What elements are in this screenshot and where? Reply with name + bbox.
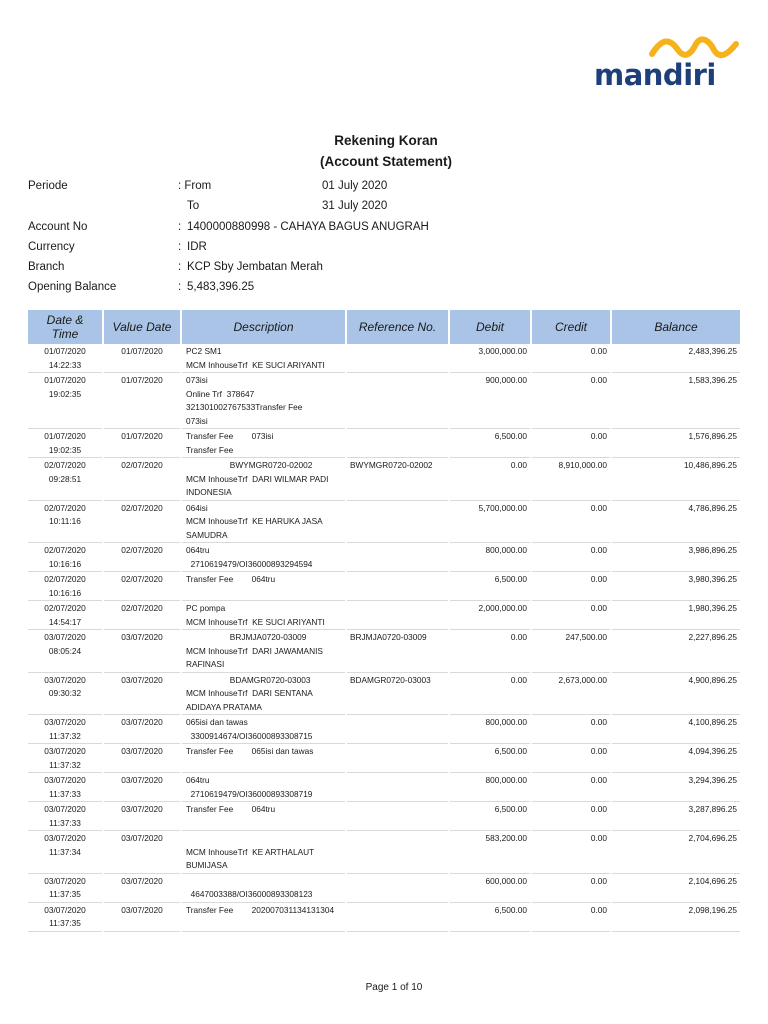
statement-subtitle: (Account Statement) (319, 154, 452, 169)
cell-reference (347, 904, 448, 932)
cell-credit: 0.00 (532, 345, 610, 373)
cell-credit: 247,500.00 (532, 631, 610, 673)
cell-credit: 0.00 (532, 875, 610, 903)
table-row (28, 573, 740, 601)
cell-date-time: 03/07/2020 11:37:33 (28, 803, 102, 831)
cell-value-date: 03/07/2020 (104, 745, 180, 773)
cell-credit: 0.00 (532, 904, 610, 932)
currency-separator: : (178, 241, 182, 253)
currency-value: IDR (187, 241, 207, 253)
cell-credit: 0.00 (532, 832, 610, 874)
cell-date-time: 03/07/2020 11:37:35 (28, 904, 102, 932)
col-header-debit: Debit (450, 310, 530, 344)
cell-debit: 900,000.00 (450, 374, 530, 429)
cell-date-time: 03/07/2020 08:05:24 (28, 631, 102, 673)
cell-value-date: 01/07/2020 (104, 374, 180, 429)
cell-debit: 6,500.00 (450, 904, 530, 932)
cell-description: Transfer Fee 065isi dan tawas (182, 745, 345, 773)
cell-credit: 0.00 (532, 602, 610, 630)
cell-credit: 0.00 (532, 745, 610, 773)
statement-table (26, 309, 742, 933)
cell-balance: 2,483,396.25 (612, 345, 740, 373)
account-value: 1400000880998 - CAHAYA BAGUS ANUGRAH (187, 221, 429, 233)
cell-description: BRJMJA0720-03009 MCM InhouseTrf DARI JAWAMANIS RAFINASI (182, 631, 345, 673)
table-row (28, 832, 740, 874)
table-row (28, 631, 740, 673)
table-row (28, 430, 740, 458)
cell-reference (347, 374, 448, 429)
cell-debit: 0.00 (450, 459, 530, 501)
cell-date-time: 02/07/2020 10:16:16 (28, 544, 102, 572)
cell-balance: 4,900,896.25 (612, 674, 740, 716)
cell-reference (347, 875, 448, 903)
cell-reference (347, 774, 448, 802)
currency-label: Currency (28, 241, 75, 253)
opening-balance-separator: : (178, 281, 182, 293)
branch-value: KCP Sby Jembatan Merah (187, 261, 323, 273)
cell-reference (347, 544, 448, 572)
cell-reference (347, 745, 448, 773)
table-row (28, 774, 740, 802)
table-row (28, 904, 740, 932)
cell-value-date: 03/07/2020 (104, 832, 180, 874)
cell-balance: 3,986,896.25 (612, 544, 740, 572)
cell-credit: 2,673,000.00 (532, 674, 610, 716)
cell-value-date: 02/07/2020 (104, 544, 180, 572)
cell-debit: 5,700,000.00 (450, 502, 530, 544)
cell-reference (347, 832, 448, 874)
from-value: 01 July 2020 (322, 180, 388, 192)
cell-description: 073isi Online Trf 378647 321301002767533Transfer Fee 073isi (182, 374, 345, 429)
mandiri-logo-text: mandiri (594, 58, 716, 92)
opening-balance-label: Opening Balance (28, 281, 117, 293)
col-header-credit: Credit (532, 310, 610, 344)
cell-date-time: 02/07/2020 10:11:16 (28, 502, 102, 544)
account-separator: : (178, 221, 182, 233)
col-header-reference: Reference No. (347, 310, 448, 344)
cell-reference: BRJMJA0720-03009 (347, 631, 448, 673)
cell-balance: 2,098,196.25 (612, 904, 740, 932)
cell-reference (347, 716, 448, 744)
cell-date-time: 03/07/2020 11:37:35 (28, 875, 102, 903)
cell-balance: 4,786,896.25 (612, 502, 740, 544)
mandiri-logo (594, 36, 744, 92)
cell-description: Transfer Fee 064tru (182, 803, 345, 831)
cell-value-date: 02/07/2020 (104, 502, 180, 544)
cell-description: 064tru 2710619479/OI36000893308719 (182, 774, 345, 802)
cell-debit: 6,500.00 (450, 803, 530, 831)
cell-description: 064tru 2710619479/OI36000893294594 (182, 544, 345, 572)
table-row (28, 345, 740, 373)
cell-value-date: 03/07/2020 (104, 774, 180, 802)
cell-credit: 0.00 (532, 502, 610, 544)
opening-balance-value: 5,483,396.25 (187, 281, 255, 293)
cell-balance: 2,704,696.25 (612, 832, 740, 874)
cell-debit: 0.00 (450, 631, 530, 673)
cell-reference (347, 803, 448, 831)
cell-reference (347, 602, 448, 630)
cell-date-time: 03/07/2020 11:37:32 (28, 716, 102, 744)
cell-reference: BDAMGR0720-03003 (347, 674, 448, 716)
cell-debit: 600,000.00 (450, 875, 530, 903)
cell-reference (347, 430, 448, 458)
table-row (28, 674, 740, 716)
table-row (28, 374, 740, 429)
cell-balance: 1,583,396.25 (612, 374, 740, 429)
cell-value-date: 02/07/2020 (104, 459, 180, 501)
cell-description: Transfer Fee 064tru (182, 573, 345, 601)
cell-reference: BWYMGR0720-02002 (347, 459, 448, 501)
cell-debit: 2,000,000.00 (450, 602, 530, 630)
cell-date-time: 01/07/2020 14:22:33 (28, 345, 102, 373)
cell-description: MCM InhouseTrf KE ARTHALAUT BUMIJASA (182, 832, 345, 874)
cell-credit: 0.00 (532, 374, 610, 429)
cell-description: PC pompa MCM InhouseTrf KE SUCI ARIYANTI (182, 602, 345, 630)
cell-date-time: 02/07/2020 09:28:51 (28, 459, 102, 501)
cell-credit: 0.00 (532, 803, 610, 831)
cell-value-date: 02/07/2020 (104, 573, 180, 601)
cell-description: 064isi MCM InhouseTrf KE HARUKA JASA SAMUDRA (182, 502, 345, 544)
cell-debit: 6,500.00 (450, 745, 530, 773)
cell-credit: 0.00 (532, 716, 610, 744)
cell-balance: 3,287,896.25 (612, 803, 740, 831)
cell-debit: 800,000.00 (450, 544, 530, 572)
cell-description: 065isi dan tawas 3300914674/OI36000893308715 (182, 716, 345, 744)
periode-label: Periode (28, 180, 68, 192)
table-row (28, 459, 740, 501)
account-label: Account No (28, 221, 88, 233)
cell-description: Transfer Fee 202007031134131304 (182, 904, 345, 932)
cell-value-date: 01/07/2020 (104, 345, 180, 373)
table-row (28, 544, 740, 572)
cell-date-time: 01/07/2020 19:02:35 (28, 430, 102, 458)
branch-label: Branch (28, 261, 65, 273)
cell-value-date: 03/07/2020 (104, 875, 180, 903)
cell-debit: 583,200.00 (450, 832, 530, 874)
to-label: To (187, 200, 200, 212)
cell-reference (347, 345, 448, 373)
cell-debit: 6,500.00 (450, 430, 530, 458)
cell-value-date: 03/07/2020 (104, 904, 180, 932)
col-header-value-date: Value Date (104, 310, 180, 344)
cell-balance: 3,980,396.25 (612, 573, 740, 601)
cell-reference (347, 502, 448, 544)
cell-date-time: 03/07/2020 11:37:34 (28, 832, 102, 874)
table-row (28, 502, 740, 544)
cell-description: BWYMGR0720-02002 MCM InhouseTrf DARI WILMAR PADI INDONESIA (182, 459, 345, 501)
page-number: Page 1 of 10 (365, 982, 423, 993)
cell-date-time: 02/07/2020 14:54:17 (28, 602, 102, 630)
to-value: 31 July 2020 (322, 200, 388, 212)
cell-description: 4647003388/OI36000893308123 (182, 875, 345, 903)
table-row (28, 602, 740, 630)
cell-value-date: 03/07/2020 (104, 803, 180, 831)
cell-value-date: 03/07/2020 (104, 674, 180, 716)
cell-debit: 3,000,000.00 (450, 345, 530, 373)
cell-balance: 2,104,696.25 (612, 875, 740, 903)
cell-credit: 0.00 (532, 774, 610, 802)
cell-debit: 800,000.00 (450, 774, 530, 802)
table-row (28, 716, 740, 744)
cell-description: Transfer Fee 073isi Transfer Fee (182, 430, 345, 458)
statement-title: Rekening Koran (334, 133, 438, 148)
from-label: : From (178, 180, 212, 192)
cell-date-time: 01/07/2020 19:02:35 (28, 374, 102, 429)
col-header-date-time: Date & Time (28, 310, 102, 344)
cell-balance: 1,980,396.25 (612, 602, 740, 630)
cell-value-date: 03/07/2020 (104, 716, 180, 744)
cell-description: PC2 SM1 MCM InhouseTrf KE SUCI ARIYANTI (182, 345, 345, 373)
table-row (28, 803, 740, 831)
cell-credit: 0.00 (532, 544, 610, 572)
cell-date-time: 03/07/2020 11:37:33 (28, 774, 102, 802)
cell-credit: 0.00 (532, 573, 610, 601)
cell-date-time: 02/07/2020 10:16:16 (28, 573, 102, 601)
col-header-description: Description (182, 310, 345, 344)
table-row (28, 875, 740, 903)
cell-balance: 4,100,896.25 (612, 716, 740, 744)
cell-balance: 2,227,896.25 (612, 631, 740, 673)
cell-balance: 10,486,896.25 (612, 459, 740, 501)
cell-balance: 1,576,896.25 (612, 430, 740, 458)
col-header-balance: Balance (612, 310, 740, 344)
cell-balance: 3,294,396.25 (612, 774, 740, 802)
cell-reference (347, 573, 448, 601)
cell-credit: 8,910,000.00 (532, 459, 610, 501)
table-header-row (28, 310, 740, 344)
cell-description: BDAMGR0720-03003 MCM InhouseTrf DARI SENTANA ADIDAYA PRATAMA (182, 674, 345, 716)
cell-debit: 800,000.00 (450, 716, 530, 744)
cell-value-date: 03/07/2020 (104, 631, 180, 673)
cell-value-date: 02/07/2020 (104, 602, 180, 630)
branch-separator: : (178, 261, 182, 273)
cell-debit: 6,500.00 (450, 573, 530, 601)
cell-credit: 0.00 (532, 430, 610, 458)
statement-table-body (28, 345, 740, 932)
cell-date-time: 03/07/2020 09:30:32 (28, 674, 102, 716)
cell-value-date: 01/07/2020 (104, 430, 180, 458)
table-row (28, 745, 740, 773)
cell-date-time: 03/07/2020 11:37:32 (28, 745, 102, 773)
cell-debit: 0.00 (450, 674, 530, 716)
cell-balance: 4,094,396.25 (612, 745, 740, 773)
